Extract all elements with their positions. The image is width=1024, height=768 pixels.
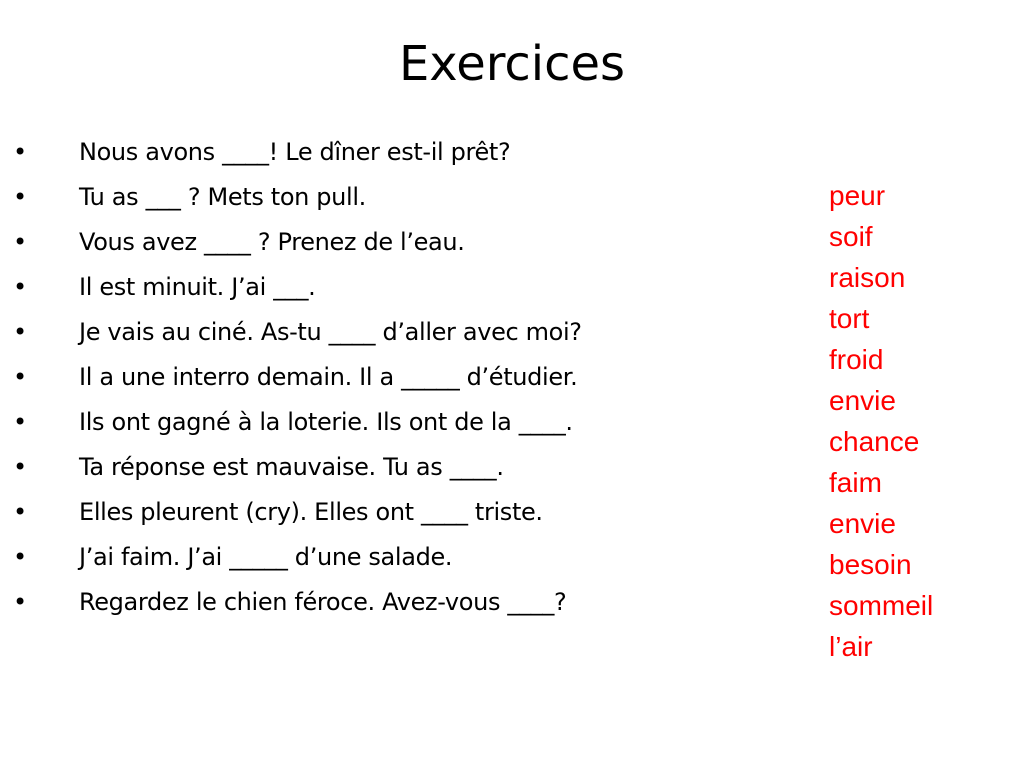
bullet-icon: • [13, 588, 28, 616]
exercise-text: Ils ont gagné à la loterie. Ils ont de la ____. [79, 408, 573, 436]
bullet-icon: • [13, 183, 28, 211]
word-bank-item: peur [829, 180, 886, 211]
exercise-text: Elles pleurent (cry). Elles ont ____ triste. [79, 498, 543, 526]
word-bank-item: chance [829, 426, 920, 457]
bullet-icon: • [13, 318, 28, 346]
bullet-icon: • [13, 498, 28, 526]
exercise-text: Je vais au ciné. As-tu ____ d’aller avec moi? [79, 318, 582, 346]
slide-title: Exercices [398, 36, 626, 92]
word-bank-item: envie [829, 385, 896, 416]
exercise-text: J’ai faim. J’ai _____ d’une salade. [79, 543, 453, 571]
bullet-icon: • [13, 453, 28, 481]
exercise-text: Il est minuit. J’ai ___. [79, 273, 316, 301]
word-bank-item: l’air [829, 631, 873, 662]
bullet-icon: • [13, 543, 28, 571]
word-bank-item: tort [829, 303, 870, 334]
bullet-icon: • [13, 363, 28, 391]
word-bank-item: sommeil [829, 590, 934, 621]
word-bank [829, 175, 933, 667]
word-bank-item: raison [829, 262, 906, 293]
exercise-text: Tu as ___ ? Mets ton pull. [79, 183, 366, 211]
bullet-icon: • [13, 138, 28, 166]
word-bank-item: besoin [829, 549, 912, 580]
exercise-text: Nous avons ____! Le dîner est-il prêt? [79, 138, 511, 166]
bullet-icon: • [13, 273, 28, 301]
bullet-icon: • [13, 408, 28, 436]
bullet-icon: • [13, 228, 28, 256]
word-bank-item: froid [829, 344, 884, 375]
exercise-text: Regardez le chien féroce. Avez-vous ____? [79, 588, 567, 616]
word-bank-item: soif [829, 221, 873, 252]
exercise-text: Il a une interro demain. Il a _____ d’étudier. [79, 363, 578, 391]
exercise-text: Ta réponse est mauvaise. Tu as ____. [79, 453, 504, 481]
exercise-text: Vous avez ____ ? Prenez de l’eau. [79, 228, 465, 256]
word-bank-item: envie [829, 508, 896, 539]
word-bank-item: faim [829, 467, 882, 498]
